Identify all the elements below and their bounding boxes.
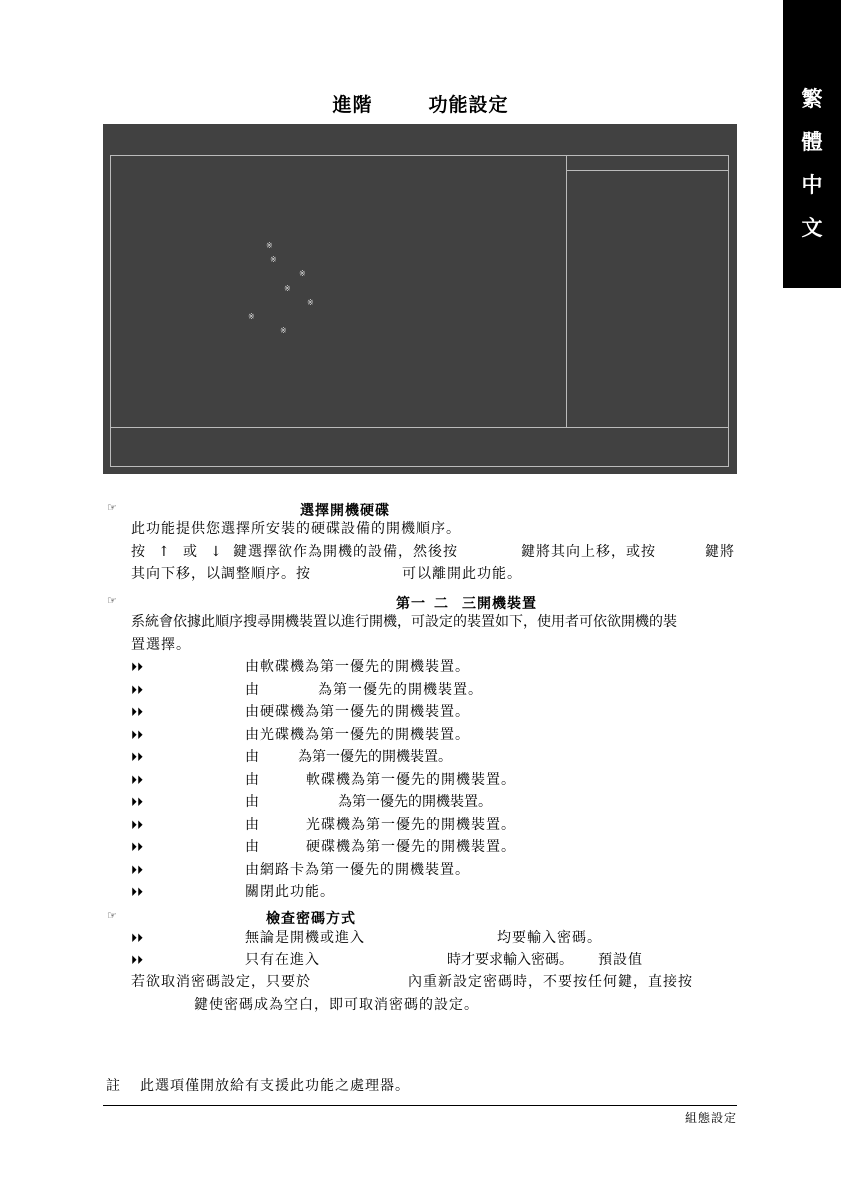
language-tab-char: 體	[801, 130, 823, 154]
double-arrow-bullet-icon: ⏵⏵	[131, 773, 144, 787]
language-tab-char: 繁	[801, 87, 823, 111]
bios-star-marker: ※	[248, 312, 255, 321]
list-item: 為第一優先的開機裝置。	[338, 794, 492, 810]
list-item: 由	[245, 682, 260, 698]
bios-star-marker: ※	[280, 326, 287, 335]
bios-star-marker: ※	[284, 284, 291, 293]
double-arrow-bullet-icon: ⏵⏵	[131, 683, 144, 697]
double-arrow-bullet-icon: ⏵⏵	[131, 728, 144, 742]
double-arrow-bullet-icon: ⏵⏵	[131, 840, 144, 854]
double-arrow-bullet-icon: ⏵⏵	[131, 953, 144, 967]
list-item: 光碟機為第一優先的開機裝置。	[306, 817, 516, 833]
page-title-part: 功能設定	[428, 94, 509, 116]
paragraph-text: 或	[183, 544, 198, 560]
hand-pointer-icon: ☞	[107, 594, 117, 607]
paragraph-text: 鍵選擇欲作為開機的設備，然後按	[233, 544, 458, 560]
paragraph-line: 此功能提供您選擇所安裝的硬碟設備的開機順序。	[131, 521, 461, 537]
language-tab-char: 文	[801, 216, 823, 240]
double-arrow-bullet-icon: ⏵⏵	[131, 660, 144, 674]
paragraph-line: 鍵使密碼成為空白，即可取消密碼的設定。	[194, 997, 479, 1013]
double-arrow-bullet-icon: ⏵⏵	[131, 931, 144, 945]
paragraph-text: 按	[131, 544, 146, 560]
page-title-part: 進階	[332, 94, 373, 116]
list-item: 由	[245, 839, 260, 855]
bios-star-marker: ※	[299, 269, 306, 278]
double-arrow-bullet-icon: ⏵⏵	[131, 885, 144, 899]
double-arrow-bullet-icon: ⏵⏵	[131, 750, 144, 764]
list-item: 只有在進入	[245, 952, 320, 968]
language-tab-char: 中	[801, 173, 823, 197]
list-item: 硬碟機為第一優先的開機裝置。	[306, 839, 516, 855]
hand-pointer-icon: ☞	[107, 909, 117, 922]
double-arrow-bullet-icon: ⏵⏵	[131, 795, 144, 809]
list-item: 由硬碟機為第一優先的開機裝置。	[245, 704, 470, 720]
list-item: 由光碟機為第一優先的開機裝置。	[245, 727, 470, 743]
list-item: 由	[245, 749, 260, 765]
double-arrow-bullet-icon: ⏵⏵	[131, 863, 144, 877]
list-item: 軟碟機為第一優先的開機裝置。	[306, 772, 516, 788]
list-item: 由網路卡為第一優先的開機裝置。	[245, 862, 470, 878]
list-item: 時才要求輸入密碼。	[447, 952, 573, 968]
list-item: 由	[245, 794, 260, 810]
paragraph-text: 鍵將	[705, 544, 735, 560]
list-item: 由	[245, 817, 260, 833]
bios-divider	[566, 155, 567, 427]
section-heading: 檢查密碼方式	[266, 911, 356, 927]
section-heading: 選擇開機硬碟	[300, 503, 390, 519]
footer-text: 組態設定	[684, 1111, 737, 1125]
paragraph-text: 可以離開此功能。	[402, 566, 522, 582]
page-title	[0, 90, 841, 117]
footer-rule	[103, 1105, 737, 1106]
section-heading: 第一	[396, 596, 426, 612]
list-item: 均要輸入密碼。	[497, 930, 602, 946]
bios-footer-divider	[110, 427, 729, 428]
list-item: 由軟碟機為第一優先的開機裝置。	[245, 659, 470, 675]
double-arrow-bullet-icon: ⏵⏵	[131, 705, 144, 719]
paragraph-text: 其向下移，以調整順序。按	[131, 566, 311, 582]
bios-help-divider	[566, 170, 728, 171]
list-item: 由	[245, 772, 260, 788]
note-label: 註	[106, 1078, 121, 1094]
language-tab	[783, 0, 841, 288]
paragraph-text: 若欲取消密碼設定，只要於	[131, 974, 311, 990]
paragraph-text: 內重新設定密碼時，不要按任何鍵，直接按	[408, 974, 693, 990]
section-heading: 三開機裝置	[462, 596, 537, 612]
list-item: 關閉此功能。	[245, 884, 335, 900]
list-item: 為第一優先的開機裝置。	[298, 749, 452, 765]
bios-star-marker: ※	[270, 255, 277, 264]
paragraph-line: 置選擇。	[131, 637, 191, 653]
bios-star-marker: ※	[266, 241, 273, 250]
bios-menu-frame	[110, 155, 729, 467]
hand-pointer-icon: ☞	[107, 501, 117, 514]
paragraph-text: 鍵將其向上移，或按	[521, 544, 656, 560]
list-item: 為第一優先的開機裝置。	[318, 682, 483, 698]
list-item: 無論是開機或進入	[245, 930, 365, 946]
section-heading: 二	[434, 596, 449, 612]
double-arrow-bullet-icon: ⏵⏵	[131, 818, 144, 832]
up-arrow-icon: ↑	[158, 544, 171, 560]
default-value-label: 預設值	[598, 952, 643, 968]
note-text: 此選項僅開放給有支援此功能之處理器。	[140, 1078, 410, 1094]
down-arrow-icon: ↓	[210, 544, 223, 560]
paragraph-line: 系統會依據此順序搜尋開機裝置以進行開機，可設定的裝置如下，使用者可依欲開機的裝	[131, 614, 677, 630]
bios-star-marker: ※	[307, 298, 314, 307]
